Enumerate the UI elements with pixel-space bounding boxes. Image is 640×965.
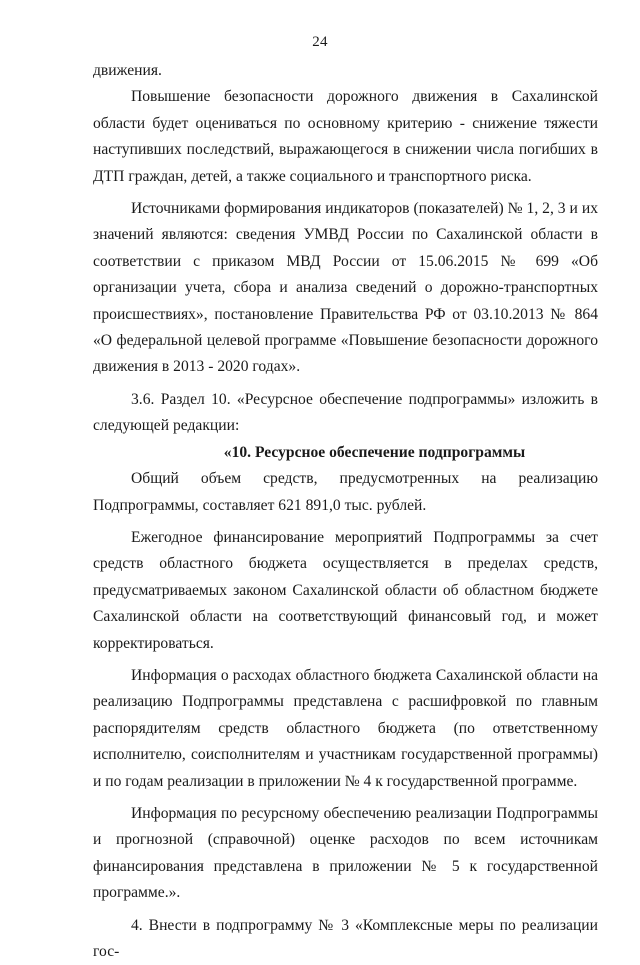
paragraph-budget-expenses: Информация о расходах областного бюджета Сахалинской области на реализацию Подпрограммы представлена с расшифровкой по главным распорядителям средств областного бюджета (по ответственному исполнителю, соисполнителям и участникам государственной программы) и по годам реализации в приложении № 4 к государственной программе.: [93, 666, 598, 790]
paragraph-annual-financing: Ежегодное финансирование мероприятий Подпрограммы за счет средств областного бюджета осуществляется в пределах средств, предусматриваемых законом Сахалинской области об областном бюджете Сахалинской области на соответствующий финансовый год, и может корректироваться.: [93, 528, 598, 652]
paragraph-safety-criterion: Повышение безопасности дорожного движения в Сахалинской области будет оцениваться по основному критерию - снижение тяжести наступивших последствий, выражающегося в снижении числа погибших в ДТП граждан, детей, а также социального и транспортного риска.: [93, 88, 598, 185]
paragraph-continuation: движения.: [93, 62, 162, 79]
paragraph-subprogram-amendment: 4. Внести в подпрограмму № 3 «Комплексные меры по реализации гос-: [93, 916, 598, 960]
page-number: 24: [312, 34, 328, 50]
paragraph-indicator-sources: Источниками формирования индикаторов (показателей) № 1, 2, 3 и их значений являются: сведения УМВД России по Сахалинской области в соответствии с приказом МВД России от 15.06.2015 № 699 «Об организации учета, сбора и анализа сведений о дорожно-транспортных происшествиях», постановление Правительства РФ от 03.10.2013 № 864 «О федеральной целевой программе «Повышение безопасности дорожного движения в 2013 - 2020 годах».: [93, 200, 598, 376]
document-body: [93, 58, 598, 965]
paragraph-resource-provision: Информация по ресурсному обеспечению реализации Подпрограммы и прогнозной (справочной) оценке расходов по всем источникам финансирования представлена в приложении № 5 к государственной программе.».: [93, 804, 598, 902]
paragraph-total-funding: Общий объем средств, предусмотренных на реализацию Подпрограммы, составляет 621 891,0 тыс. рублей.: [93, 470, 598, 514]
paragraph-section-amendment: 3.6. Раздел 10. «Ресурсное обеспечение подпрограммы» изложить в следующей редакции:: [93, 390, 598, 435]
section-heading: «10. Ресурсное обеспечение подпрограммы: [223, 443, 526, 461]
